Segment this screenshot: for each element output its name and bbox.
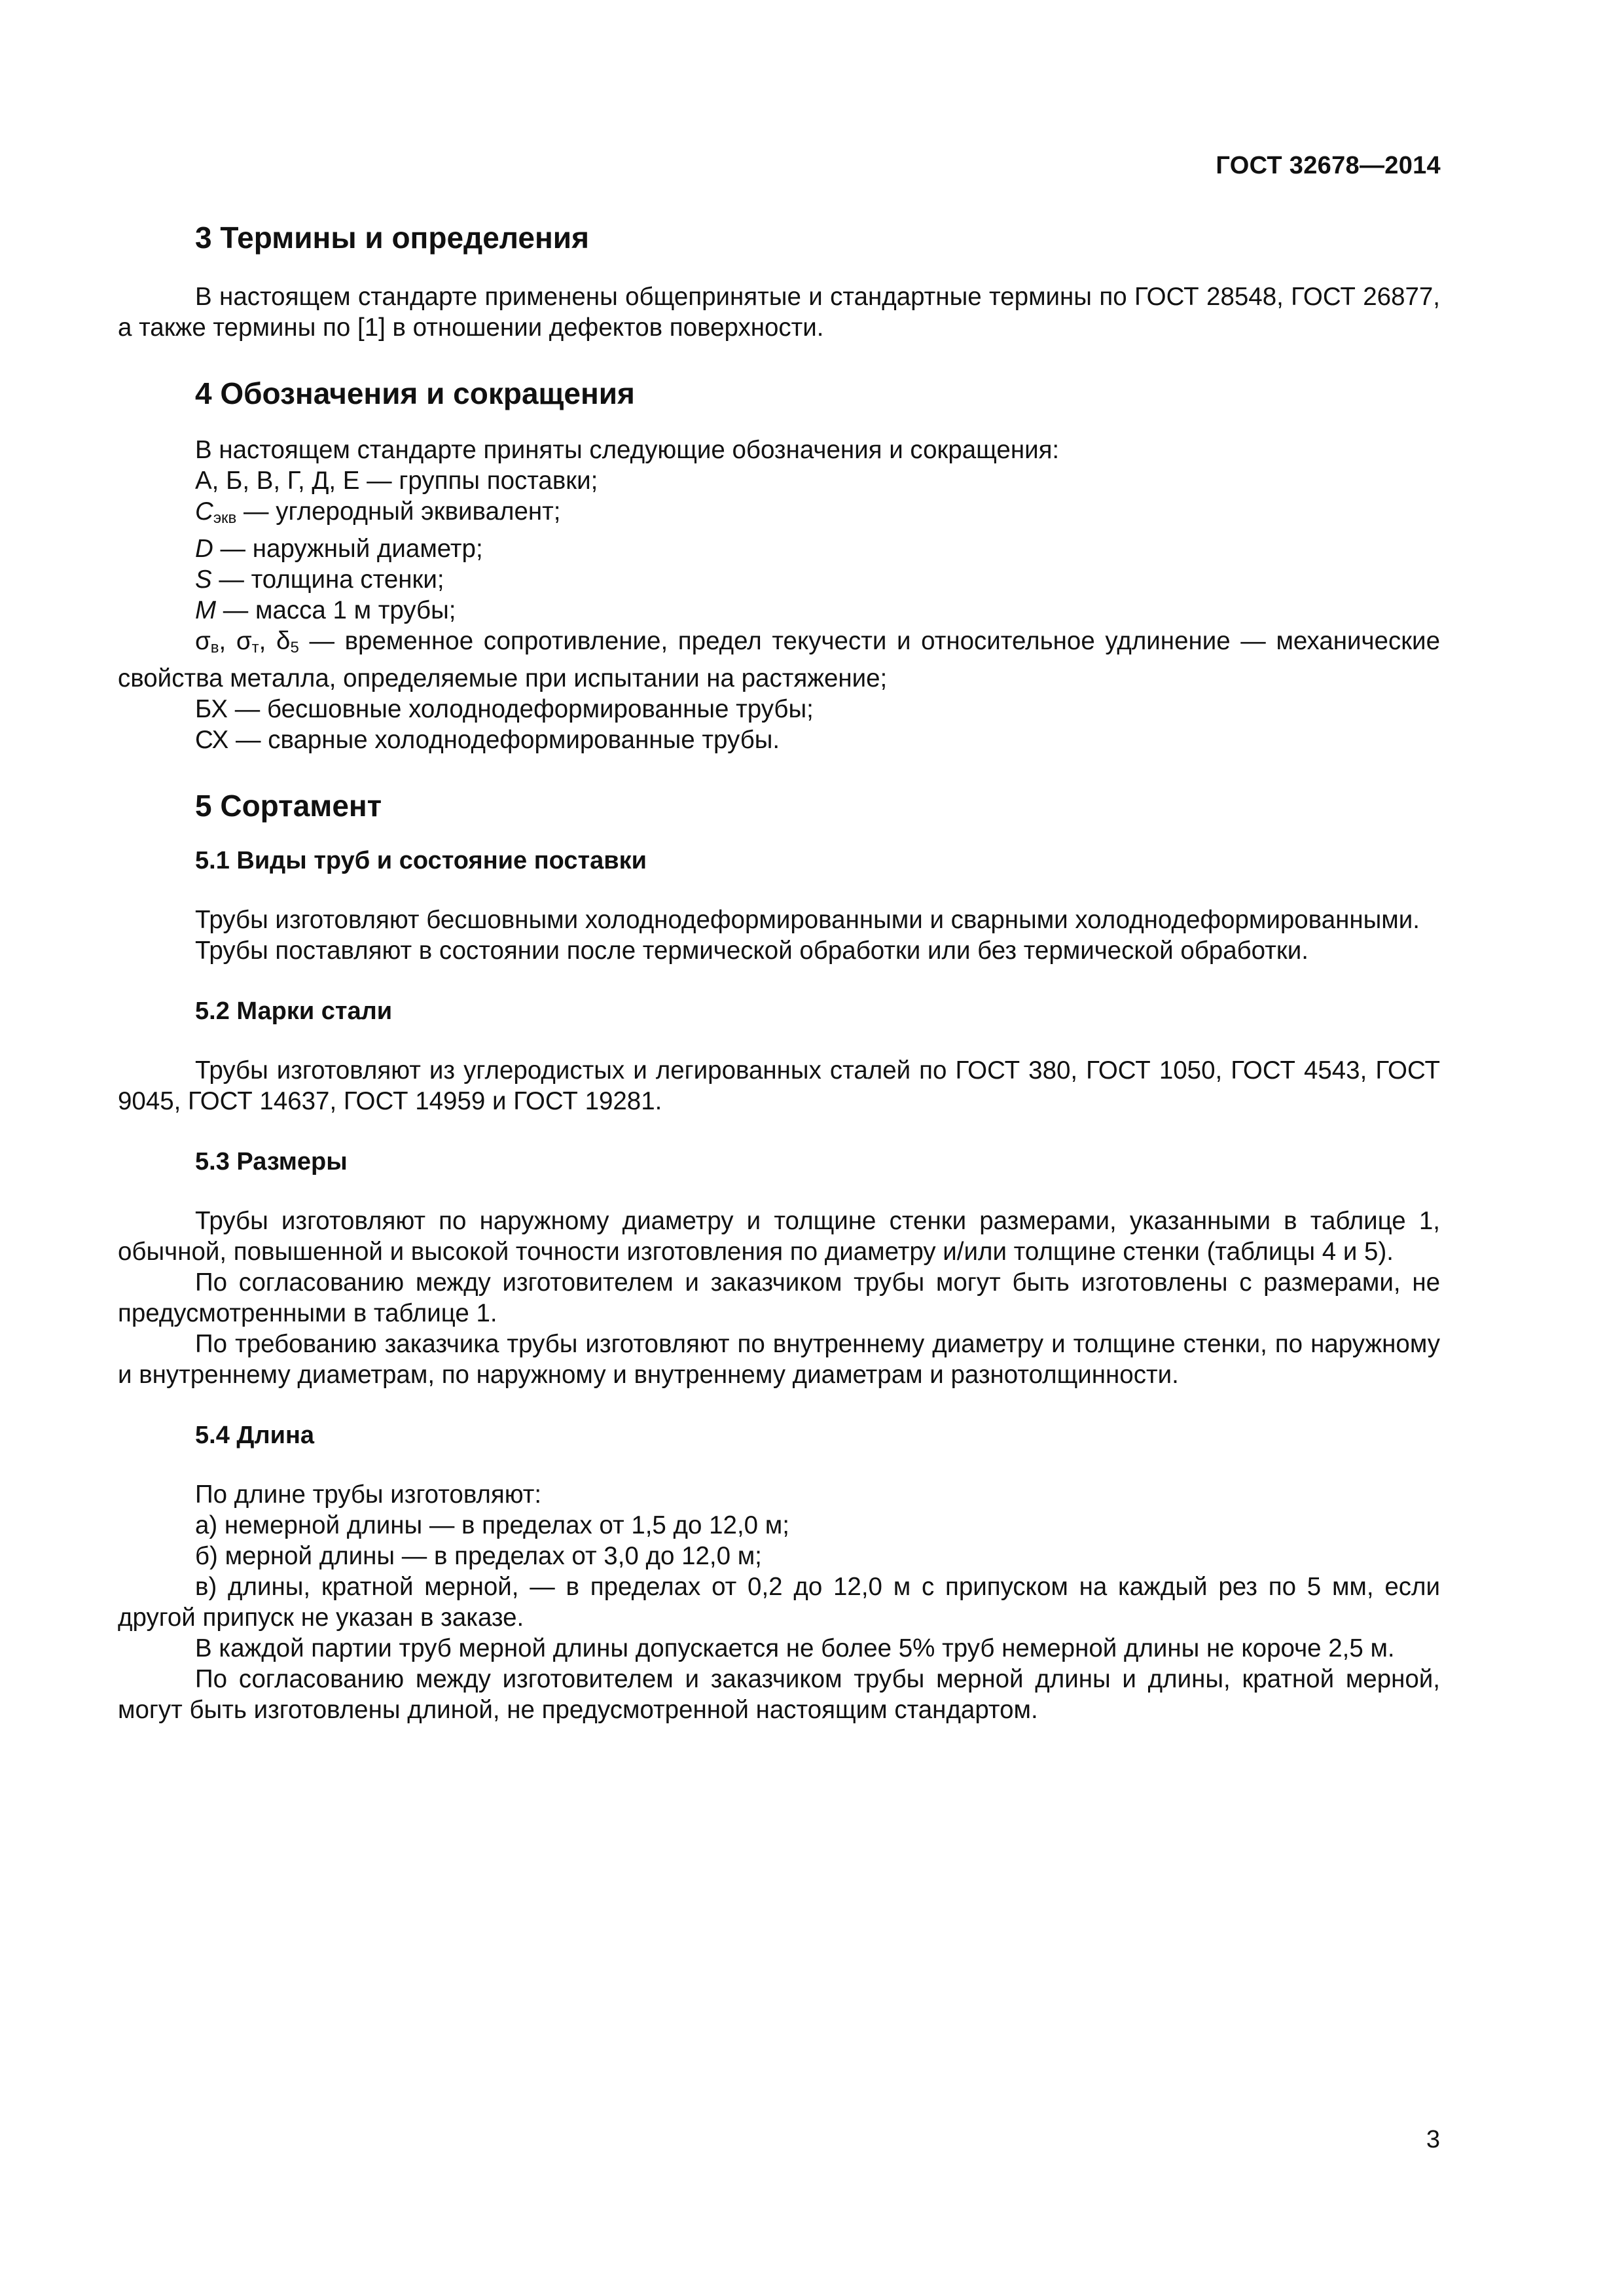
subsection-5-3-paragraph-3: По требованию заказчика трубы изготовляют по внутреннему диаметру и толщине стенки, по наружному и внутреннему диаметрам, по наружному и внутреннему диаметрам и разнотолщинности. bbox=[118, 1330, 1440, 1389]
subsection-5-3-title: 5.3 Размеры bbox=[195, 1148, 348, 1175]
mass-symbol: M bbox=[195, 596, 217, 624]
subsection-5-3-paragraph-1: Трубы изготовляют по наружному диаметру и толщине стенки размерами, указанными в таблице 1, обычной, повышенной и высокой точности изготовления по диаметру и/или толщине стенки (таблицы 4 и 5). bbox=[118, 1207, 1440, 1266]
subsection-5-4-title: 5.4 Длина bbox=[195, 1422, 315, 1449]
diameter-symbol: D bbox=[195, 535, 213, 563]
sigma-t-symbol: σ bbox=[236, 627, 252, 655]
page-content bbox=[118, 216, 1440, 1725]
subsection-5-2-paragraph: Трубы изготовляют из углеродистых и легированных сталей по ГОСТ 380, ГОСТ 1050, ГОСТ 4543, ГОСТ 9045, ГОСТ 14637, ГОСТ 14959 и ГОСТ 19281. bbox=[118, 1056, 1440, 1115]
section-4-title: 4 Обозначения и сокращения bbox=[195, 376, 635, 410]
carbon-subscript: экв bbox=[213, 509, 237, 527]
length-intro: По длине трубы изготовляют: bbox=[195, 1480, 542, 1509]
subsection-5-1-title: 5.1 Виды труб и состояние поставки bbox=[195, 847, 647, 874]
diameter-text: — наружный диаметр; bbox=[213, 535, 483, 563]
subsection-5-1-paragraph-2: Трубы поставляют в состоянии после термической обработки или без термической обработки. bbox=[195, 937, 1308, 965]
mechanical-text: — временное сопротивление, предел текучести и относительное удлинение — механические свойства металла, определяемые при испытании на растяжение; bbox=[118, 627, 1440, 692]
standard-code: ГОСТ 32678—2014 bbox=[1216, 152, 1441, 179]
separator-1: , bbox=[219, 627, 236, 655]
length-item-a: а) немерной длины — в пределах от 1,5 до 12,0 м; bbox=[195, 1511, 789, 1539]
subsection-5-4-paragraph-3: По согласованию между изготовителем и заказчиком трубы мерной длины и длины, кратной мерной, могут быть изготовлены длиной, не предусмотренной настоящим стандартом. bbox=[118, 1665, 1440, 1724]
page-number: 3 bbox=[1426, 2126, 1440, 2153]
section-5-title: 5 Сортамент bbox=[195, 789, 382, 823]
delta-subscript: 5 bbox=[290, 639, 299, 656]
subsection-5-3-paragraph-2: По согласованию между изготовителем и заказчиком трубы могут быть изготовлены с размерами, не предусмотренными в таблице 1. bbox=[118, 1268, 1440, 1327]
subsection-5-2-title: 5.2 Марки стали bbox=[195, 997, 393, 1025]
wall-text: — толщина стенки; bbox=[211, 565, 444, 594]
sigma-b-symbol: σ bbox=[195, 627, 211, 655]
mass-item bbox=[118, 595, 1440, 626]
carbon-text: — углеродный эквивалент; bbox=[236, 497, 561, 526]
mechanical-properties-item bbox=[118, 626, 1440, 694]
carbon-symbol: C bbox=[195, 497, 213, 526]
sigma-t-subscript: т bbox=[251, 639, 259, 656]
wall-thickness-item bbox=[118, 564, 1440, 595]
carbon-equivalent-item bbox=[118, 496, 1440, 533]
section-4-intro: В настоящем стандарте приняты следующие обозначения и сокращения: bbox=[195, 436, 1060, 464]
delta-symbol: δ bbox=[276, 627, 291, 655]
groups-item: А, Б, В, Г, Д, Е — группы поставки; bbox=[195, 467, 598, 495]
subsection-5-4-paragraph-2: В каждой партии труб мерной длины допускается не более 5% труб немерной длины не короче 2,5 м. bbox=[195, 1634, 1395, 1662]
section-3-title: 3 Термины и определения bbox=[195, 221, 589, 255]
bx-item: БХ — бесшовные холоднодеформированные трубы; bbox=[195, 695, 814, 723]
length-item-c: в) длины, кратной мерной, — в пределах от 0,2 до 12,0 м с припуском на каждый рез по 5 мм, если другой припуск не указан в заказе. bbox=[118, 1573, 1440, 1632]
mass-text: — масса 1 м трубы; bbox=[216, 596, 456, 624]
separator-2: , bbox=[259, 627, 276, 655]
section-3-paragraph: В настоящем стандарте применены общепринятые и стандартные термины по ГОСТ 28548, ГОСТ 26877, а также термины по [1] в отношении дефектов поверхности. bbox=[118, 283, 1440, 342]
cx-item: СХ — сварные холоднодеформированные трубы. bbox=[195, 726, 780, 754]
diameter-item bbox=[118, 533, 1440, 564]
length-item-b: б) мерной длины — в пределах от 3,0 до 12,0 м; bbox=[195, 1542, 762, 1570]
wall-symbol: S bbox=[195, 565, 212, 594]
subsection-5-1-paragraph-1: Трубы изготовляют бесшовными холоднодеформированными и сварными холоднодеформированными. bbox=[195, 906, 1420, 934]
sigma-b-subscript: в bbox=[210, 639, 219, 656]
